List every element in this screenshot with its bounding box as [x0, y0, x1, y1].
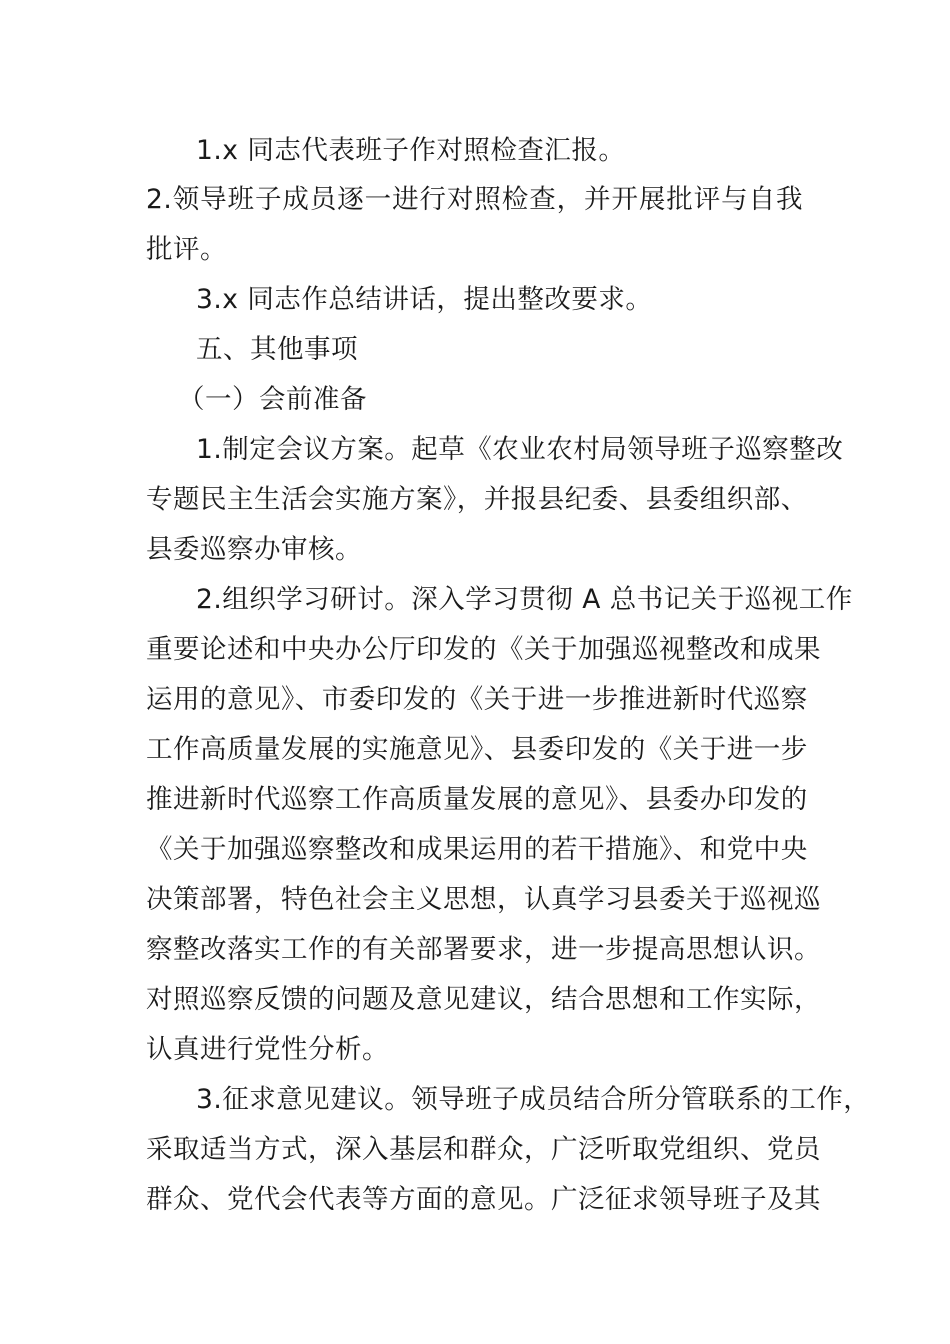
section-heading: 五、其他事项	[196, 334, 358, 365]
paragraph-line: 3.征求意见建议。领导班子成员结合所分管联系的工作，	[196, 1084, 871, 1115]
list-item-3: 3.x 同志作总结讲话，提出整改要求。	[196, 284, 653, 315]
paragraph-line: 工作高质量发展的实施意见》、县委印发的《关于进一步	[146, 734, 808, 765]
list-item-1: 1.x 同志代表班子作对照检查汇报。	[196, 135, 626, 166]
paragraph-line: 认真进行党性分析。	[146, 1034, 389, 1065]
list-item-2-continued: 批评。	[146, 234, 227, 265]
list-item-2: 2.领导班子成员逐一进行对照检查，并开展批评与自我	[146, 184, 803, 215]
paragraph-line: 县委巡察办审核。	[146, 534, 362, 565]
paragraph-line: 1.制定会议方案。起草《农业农村局领导班子巡察整改	[196, 434, 844, 465]
paragraph-line: 重要论述和中央办公厅印发的《关于加强巡视整改和成果	[146, 634, 821, 665]
paragraph-line: 察整改落实工作的有关部署要求，进一步提高思想认识。	[146, 934, 821, 965]
paragraph-line: 2.组织学习研讨。深入学习贯彻 A 总书记关于巡视工作	[196, 584, 853, 615]
paragraph-line: 决策部署，特色社会主义思想，认真学习县委关于巡视巡	[146, 884, 821, 915]
paragraph-line: 采取适当方式，深入基层和群众，广泛听取党组织、党员	[146, 1134, 821, 1165]
paragraph-line: 专题民主生活会实施方案》，并报县纪委、县委组织部、	[146, 484, 808, 515]
subsection-heading: （一）会前准备	[178, 384, 367, 415]
paragraph-line: 群众、党代会代表等方面的意见。广泛征求领导班子及其	[146, 1184, 821, 1215]
paragraph-line: 运用的意见》、市委印发的《关于进一步推进新时代巡察	[146, 684, 808, 715]
paragraph-line: 对照巡察反馈的问题及意见建议，结合思想和工作实际，	[146, 984, 821, 1015]
paragraph-line: 推进新时代巡察工作高质量发展的意见》、县委办印发的	[146, 784, 808, 815]
paragraph-line: 《关于加强巡察整改和成果运用的若干措施》、和党中央	[146, 834, 808, 865]
